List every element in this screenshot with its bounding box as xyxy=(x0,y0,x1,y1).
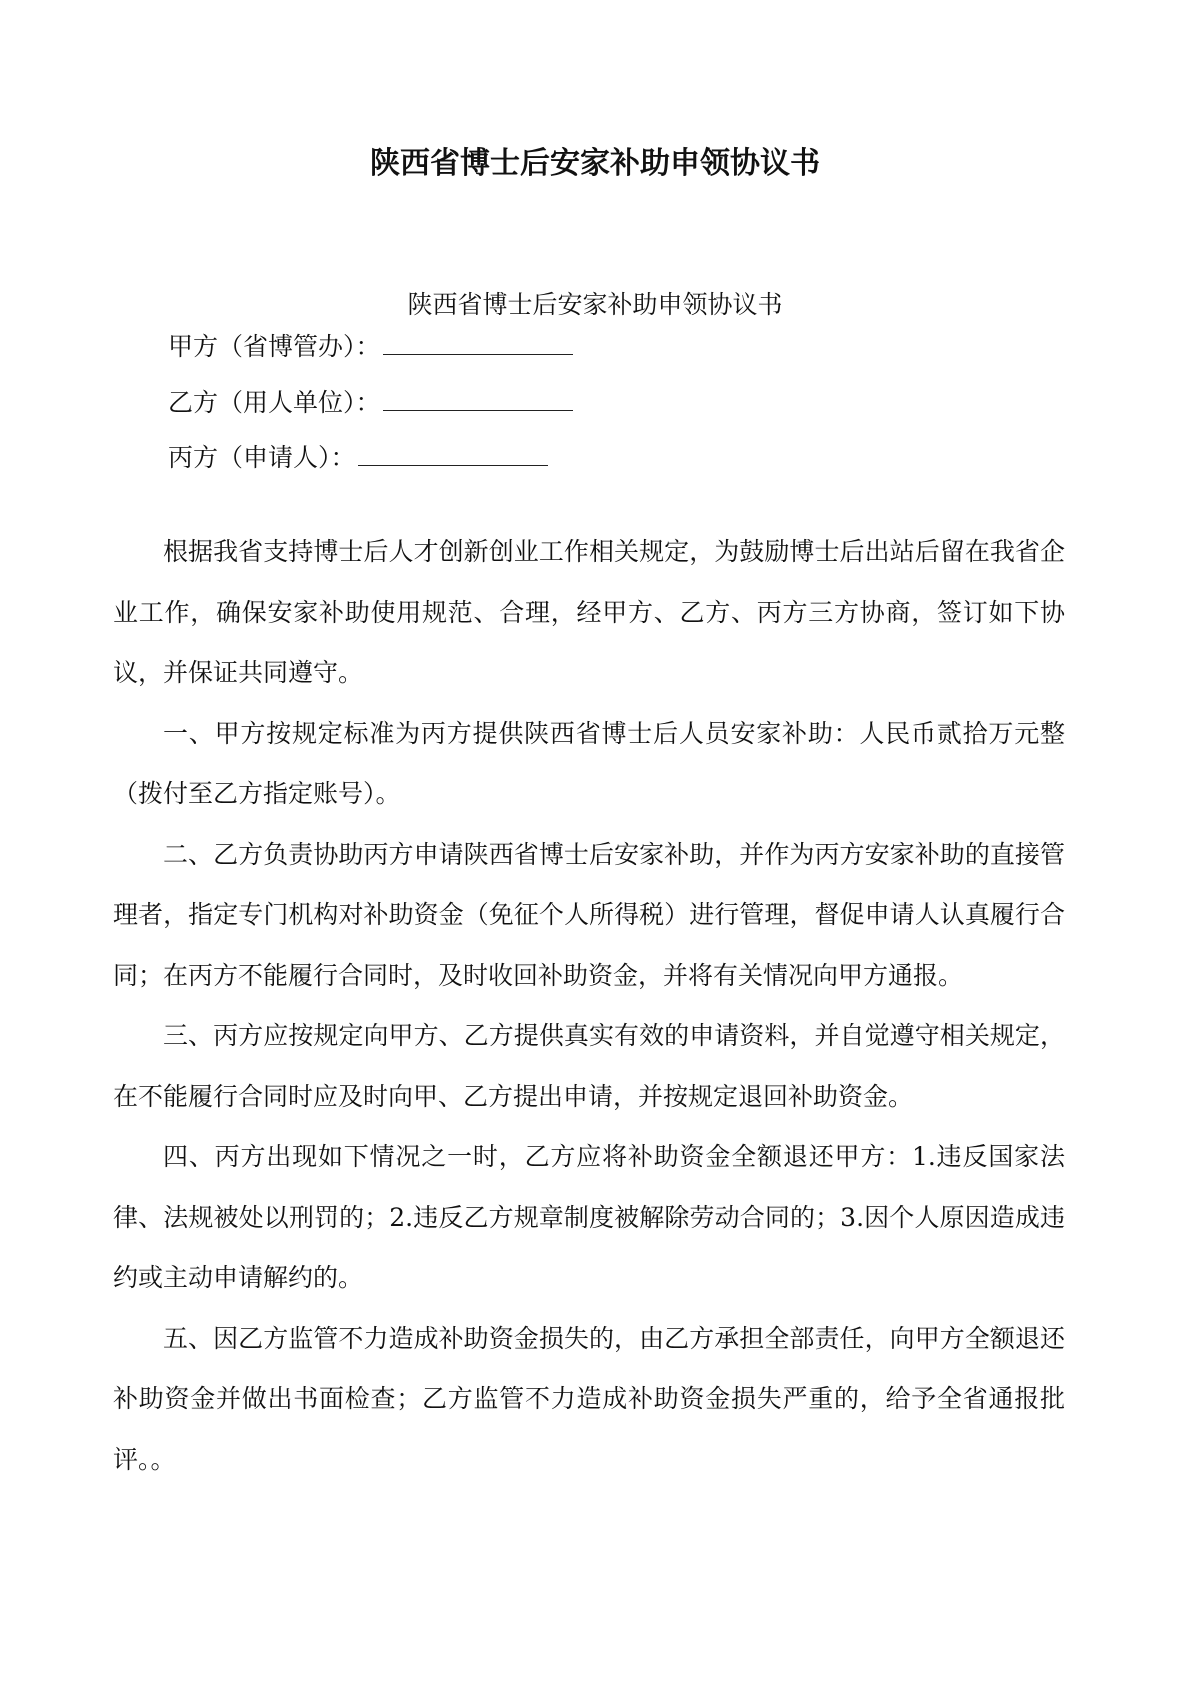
party-b-label: 乙方（用人单位）： xyxy=(168,388,381,417)
clause-4-paragraph: 四、丙方出现如下情况之一时，乙方应将补助资金全额退还甲方：1.违反国家法律、法规被处以刑罚的；2.违反乙方规章制度被解除劳动合同的；3.因个人原因造成违约或主动申请解约的。 xyxy=(113,1142,1065,1292)
party-c-blank xyxy=(358,443,548,466)
party-c-label: 丙方（申请人）： xyxy=(168,443,356,472)
party-a-blank xyxy=(383,332,573,355)
document-title: 陕西省博士后安家补助申领协议书 xyxy=(370,146,820,181)
party-a-line xyxy=(168,327,573,363)
party-c-line xyxy=(168,438,548,474)
clause-1-paragraph: 一、甲方按规定标准为丙方提供陕西省博士后人员安家补助：人民币贰拾万元整（拨付至乙方指定账号）。 xyxy=(113,718,1065,808)
party-b-blank xyxy=(383,388,573,411)
party-b-line xyxy=(168,383,573,419)
agreement-body xyxy=(113,522,1065,1490)
clause-2-paragraph: 二、乙方负责协助丙方申请陕西省博士后安家补助，并作为丙方安家补助的直接管理者，指定专门机构对补助资金（免征个人所得税）进行管理，督促申请人认真履行合同；在丙方不能履行合同时，及时收回补助资金，并将有关情况向甲方通报。 xyxy=(113,839,1065,990)
clause-3-paragraph: 三、丙方应按规定向甲方、乙方提供真实有效的申请资料，并自觉遵守相关规定，在不能履行合同时应及时向甲、乙方提出申请，并按规定退回补助资金。 xyxy=(113,1021,1065,1111)
document-subtitle: 陕西省博士后安家补助申领协议书 xyxy=(407,290,783,319)
clause-5-paragraph: 五、因乙方监管不力造成补助资金损失的，由乙方承担全部责任，向甲方全额退还补助资金并做出书面检查；乙方监管不力造成补助资金损失严重的，给予全省通报批评。。 xyxy=(113,1323,1065,1474)
party-a-label: 甲方（省博管办）： xyxy=(168,332,381,361)
preamble-paragraph: 根据我省支持博士后人才创新创业工作相关规定，为鼓励博士后出站后留在我省企业工作，确保安家补助使用规范、合理，经甲方、乙方、丙方三方协商，签订如下协议，并保证共同遵守。 xyxy=(113,537,1065,687)
